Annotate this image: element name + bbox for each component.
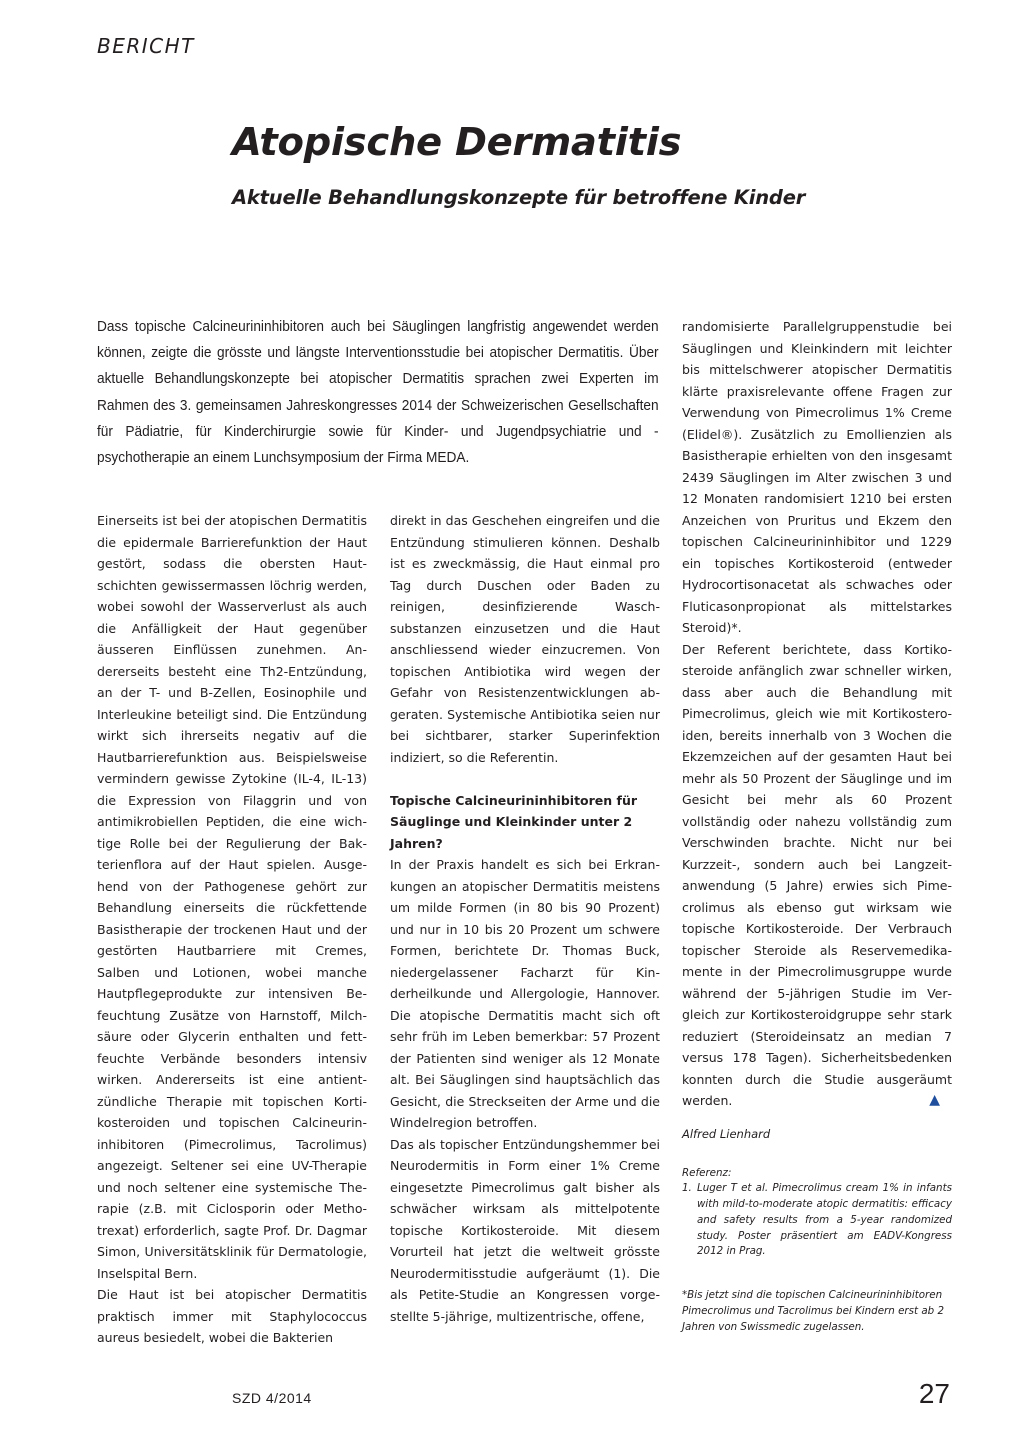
article-title: Atopische Dermatitis xyxy=(232,120,682,165)
reference-item xyxy=(682,1181,952,1260)
reference-text: Luger T et al. Pimecrolimus cream 1% in infants with mild-to-moderate atopic dermatitis: efficacy and safety results from a 5-year randomized study. Poster präsentiert am EADV-Kongress 2012 in Prag. xyxy=(697,1182,952,1258)
footnote: *Bis jetzt sind die topischen Calcineurininhibitoren Pimecrolimus und Tacrolimus bei Kindern erst ab 2 Jahren von Swissmedic zugelassen. xyxy=(682,1289,944,1333)
reference-block xyxy=(682,1166,952,1261)
page-number: 27 xyxy=(918,1378,950,1409)
spacer xyxy=(390,768,660,790)
text-column-1 xyxy=(97,510,367,1349)
article-lead: Dass topische Calcineurininhibitoren auch bei Säuglingen langfristig angewendet werden können, zeigte die grösste und längste Interventionsstudie bei atopischer Dermatitis. Über aktuelle Behandlungskonzepte bei atopischer Dermatitis sprachen zwei Experten im Rahmen des 3. gemeinsamen Jahreskongresses 2014 der Schweizerischen Gesellschaften für Pädiatrie, für Kinderchirurgie sowie für Kinder- und Jugendpsychiatrie und -psychotherapie an einem Lunchsymposium der Firma MEDA. xyxy=(97,318,659,467)
reference-heading: Referenz: xyxy=(682,1166,732,1179)
article-subtitle: Aktuelle Behandlungskonzepte für betroffene Kinder xyxy=(232,186,806,209)
text-column-2 xyxy=(390,510,660,1327)
section-heading: Topische Calcineurininhibitoren für Säuglinge und Kleinkinder unter 2 Jahren? xyxy=(390,792,638,851)
paragraph: Einerseits ist bei der atopischen Dermatitis die epidermale Barrierefunktion der Haut gestört, sodass die obersten Hautschichten gewissermassen löchrig werden, wobei sowohl der Wasserverlust als auch die Anfälligkeit der Haut gegenüber äusseren Einflüssen zunehmen. Andererseits besteht eine Th2-Entzündung, an der T- und B-Zellen, Eosinophile und Interleukine beteiligt sind. Die Entzündung wirkt sich ihrerseits negativ auf die Hautbarrierefunktion aus. Beispielsweise vermindern gewisse Zytokine (IL-4, IL-13) die Expression von Filaggrin und von antimikrobiellen Peptiden, die eine wichtige Rolle bei der Regulierung der Bakterienflora auf der Haut spielen. Ausgehend von der Pathogenese gehört zur Behandlung einerseits die rückfettende Basistherapie der trockenen Haut und der gestörten Hautbarriere mit Cremes, Salben und Lotionen, wobei manche Hautpflegeprodukte zur intensiven Befeuchtung Zusätze von Harnstoff, Milchsäure oder Glycerin enthalten und fettfeuchte Verbände besonders intensiv wirken. Andererseits ist eine antientzündliche Therapie mit topischen Kortikosteroiden und topischen Calcineurininhibitoren (Pimecrolimus, Tacrolimus) angezeigt. Seltener sei eine UV-Therapie und noch seltener eine systemische Therapie (z.B. mit Ciclosporin oder Methotrexat) erforderlich, sagte Prof. Dr. Dagmar Simon, Universitätsklinik für Dermatologie, Inselspital Bern. xyxy=(97,513,367,1281)
author-name: Alfred Lienhard xyxy=(682,1126,771,1141)
paragraph: randomisierte Parallelgruppenstudie bei Säuglingen und Kleinkindern mit leichter bis mittelschwerer atopischer Dermatitis klärte praxisrelevante offene Fragen zur Verwendung von Pimecrolimus 1% Creme (Elidel®). Zusätzlich zu Emollienzien als Basistherapie erhielten von den insgesamt 2439 Säuglingen im Alter zwischen 3 und 12 Monaten randomisiert 1210 bei ersten Anzeichen von Pruritus und Ekzem den topischen Calcineurininhibitor und 1229 ein topisches Kortikosteroid (entweder Hydrocortisonacetat als schwaches oder Fluticasonpropionat als mittelstarkes Steroid)*. xyxy=(682,319,952,635)
end-of-article-triangle-icon: ▲ xyxy=(929,1092,940,1108)
paragraph: In der Praxis handelt es sich bei Erkrankungen an atopischer Dermatitis meistens um milde Formen (in 80 bis 90 Prozent) und nur in 10 bis 20 Prozent um schwere Formen, berichtete Dr. Thomas Buck, niedergelassener Facharzt für Kinderheilkunde und Allergologie, Hannover. Die atopische Dermatitis macht sich oft sehr früh im Leben bemerkbar: 57 Prozent der Patienten sind weniger als 12 Monate alt. Bei Säuglingen sind hauptsächlich das Gesicht, die Streckseiten der Arme und die Windelregion betroffen. xyxy=(390,857,660,1130)
paragraph: Das als topischer Entzündungshemmer bei Neurodermitis in Form einer 1% Creme eingesetzte Pimecrolimus galt bisher als schwächer wirksam als mittelpotente topische Kortikosteroide. Mit diesem Vorurteil hat jetzt die weltweit grösste Neurodermitisstudie aufgeräumt (1). Die als Petite-Studie an Kongressen vorgestellte 5-jährige, multizentrische, offene, xyxy=(390,1136,660,1324)
section-label: BERICHT xyxy=(97,34,195,58)
text-column-3 xyxy=(682,316,952,1336)
paragraph xyxy=(682,639,952,1112)
reference-number: 1. xyxy=(682,1182,692,1195)
paragraph: Die Haut ist bei atopischer Dermatitis praktisch immer mit Staphylococcus aureus besiedelt, wobei die Bakterien xyxy=(97,1287,367,1345)
paragraph: direkt in das Geschehen eingreifen und die Entzündung stimulieren können. Deshalb ist es zweckmässig, die Haut einmal pro Tag durch Duschen oder Baden zu reinigen, desinfizierende Waschsubstanzen einzusetzen und die Haut anschliessend wieder einzucremen. Von topischen Antibiotika wird wegen der Gefahr von Resistenzentwicklungen abgeraten. Systemische Antibiotika seien nur bei sichtbarer, starker Superinfektion indiziert, so die Referentin. xyxy=(390,513,660,765)
journal-issue: SZD 4/2014 xyxy=(232,1390,312,1406)
paragraph-text: Der Referent berichtete, dass Kortikosteroide anfänglich zwar schneller wirken, dass aber auch die Behandlung mit Pimecrolimus, gleich wie mit Kortikosteroiden, bereits innerhalb von 3 Wochen die Ekzemzeichen auf der gesamten Haut bei mehr als 50 Prozent der Säuglinge und im Gesicht bei mehr als 60 Prozent vollständig oder nahezu vollständig zum Verschwinden brachte. Nicht nur bei Kurzzeit-, sondern auch bei Langzeitanwendung (5 Jahre) erwies sich Pimecrolimus als ebenso gut wirksam wie topische Kortikosteroide. Der Verbrauch topischer Steroide als Reservemedikamente in der Pimecrolimusgruppe wurde während der 5-jährigen Studie im Vergleich zur Kortikosteroidgruppe sehr stark reduziert (Steroideinsatz an median 7 versus 178 Tagen). Sicherheitsbedenken konnten durch die Studie ausgeräumt werden. xyxy=(682,641,952,1108)
